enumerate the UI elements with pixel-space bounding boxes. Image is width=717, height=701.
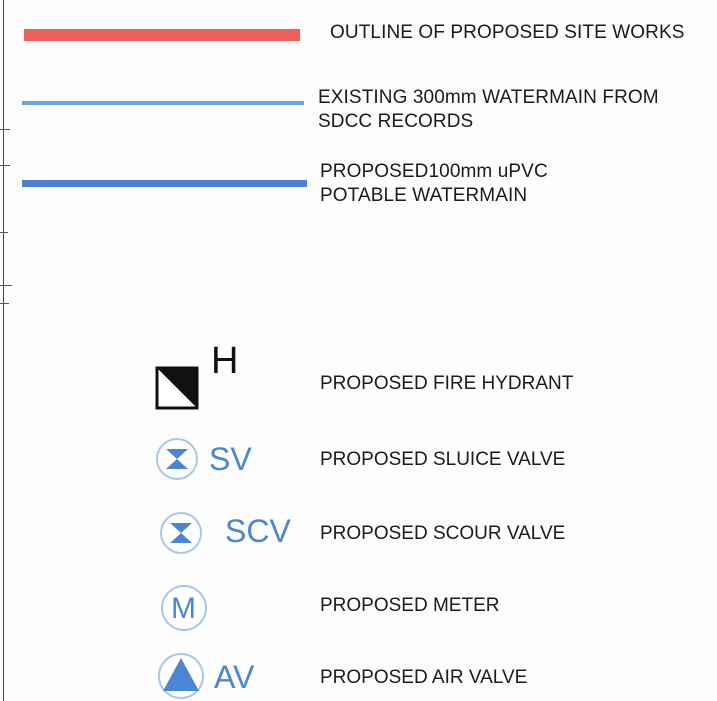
existing-watermain-line-sample [22, 101, 304, 105]
drawing-border-line [3, 0, 4, 701]
sluice-valve-code: SV [209, 441, 252, 477]
site-works-label: OUTLINE OF PROPOSED SITE WORKS [330, 22, 685, 43]
sluice-valve-label: PROPOSED SLUICE VALVE [320, 449, 566, 470]
border-tick [0, 129, 10, 130]
air-valve-icon [156, 652, 206, 701]
fire-hydrant-icon [155, 366, 199, 410]
border-tick [0, 165, 10, 166]
sluice-valve-icon [154, 436, 200, 482]
scour-valve-icon [158, 510, 204, 556]
border-tick [0, 303, 9, 304]
proposed-watermain-label: PROPOSED100mm uPVC POTABLE WATERMAIN [320, 161, 548, 206]
site-works-line-sample [24, 29, 300, 41]
proposed-watermain-line-sample [22, 180, 307, 187]
border-tick [0, 232, 8, 233]
scour-valve-label: PROPOSED SCOUR VALVE [320, 523, 566, 544]
hydrant-code: H [211, 340, 239, 382]
border-tick [0, 285, 12, 286]
air-valve-code: AV [214, 659, 255, 695]
existing-watermain-label: EXISTING 300mm WATERMAIN FROM SDCC RECORDS [318, 87, 659, 132]
meter-label: PROPOSED METER [320, 595, 500, 616]
scour-valve-code: SCV [225, 513, 291, 549]
hydrant-label: PROPOSED FIRE HYDRANT [320, 373, 574, 394]
air-valve-label: PROPOSED AIR VALVE [320, 667, 528, 688]
meter-code: M [171, 592, 196, 625]
